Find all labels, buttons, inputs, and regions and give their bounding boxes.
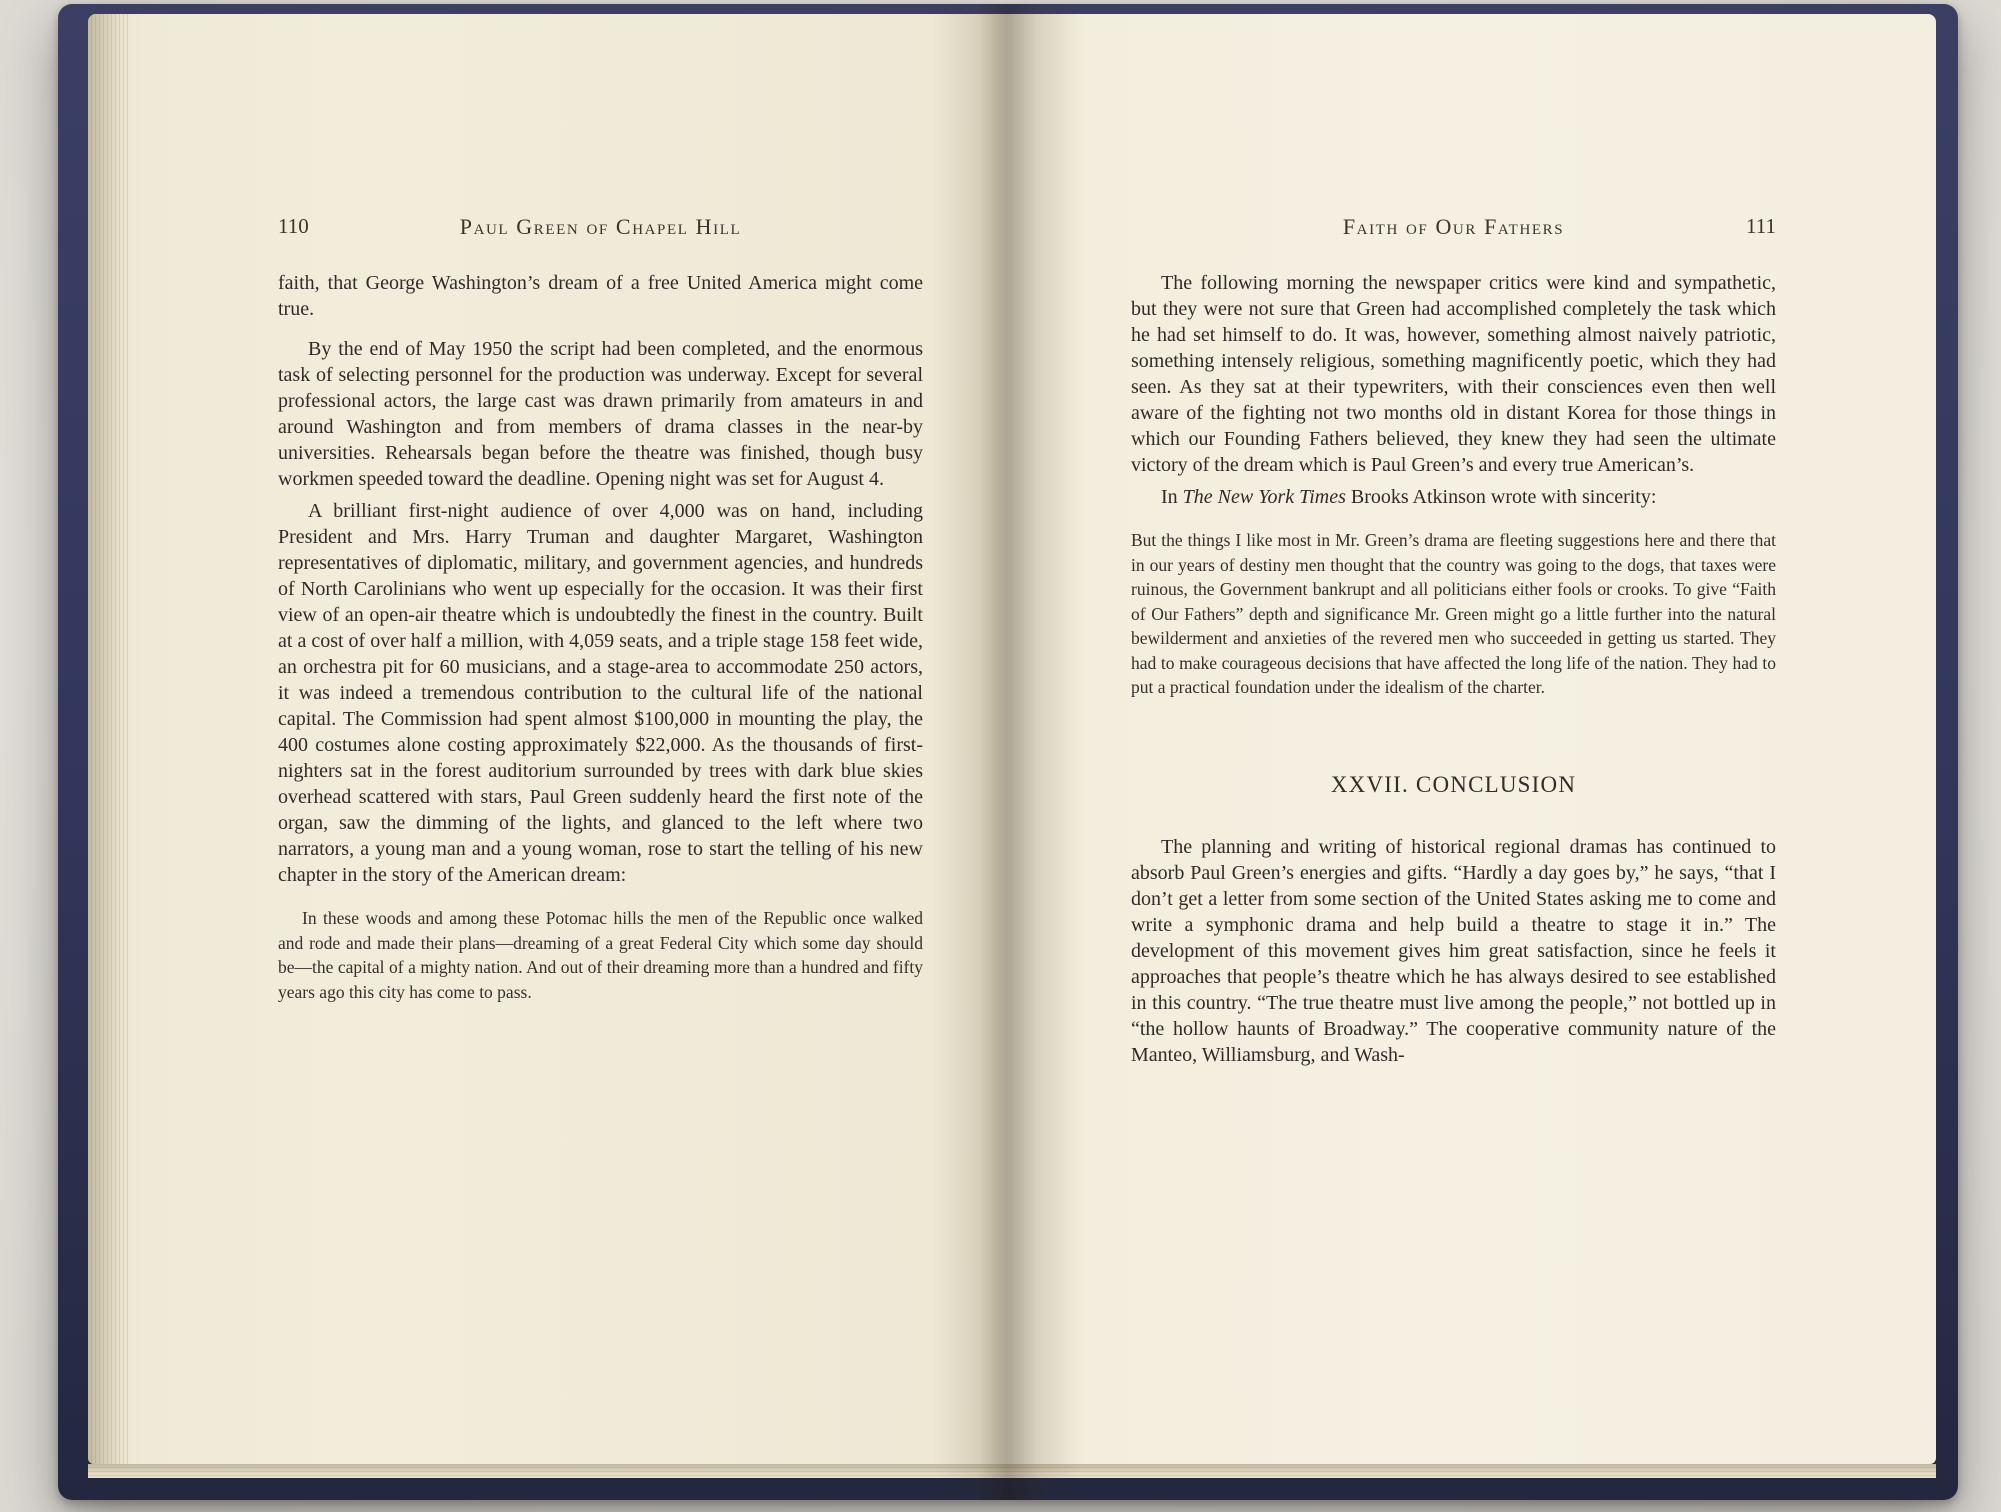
citation-prefix: In <box>1161 486 1183 508</box>
open-book-spread <box>88 14 1936 1464</box>
paragraph: The following morning the newspaper critics were kind and sympathetic, but they were not sure that Green had accomplished completely the task which he had set himself to do. It was, however, something almost naively patriotic, something intensely religious, something magnificently poetic, which they had seen. As they sat at their typewriters, with their consciences even then well aware of the fighting not two months old in distant Korea for those things in which our Founding Fathers believed, they knew they had seen the ultimate victory of the dream which is Paul Green’s and every true American’s. <box>1131 272 1776 476</box>
paragraph-conclusion: The planning and writing of historical regional dramas has continued to absorb Paul Green’s energies and gifts. “Hardly a day goes by,” he says, “that I don’t get a letter from some section of the United States asking me to come and write a symphonic drama and help build a theatre to stage it in.” The development of this movement gives him great satisfaction, since he feels it approaches that people’s theatre which he has always desired to see established in this country. “The true theatre must live among the people,” not bottled up in “the hollow haunts of Broadway.” The cooperative community nature of the Manteo, Williamsburg, and Wash- <box>1131 835 1776 1066</box>
right-running-head: Faith of Our Fathers <box>1342 214 1565 239</box>
left-page-header <box>278 214 923 240</box>
left-page-number: 110 <box>278 214 309 238</box>
paragraph: A brilliant first-night audience of over 4,000 was on hand, including President and Mrs. Harry Truman and daughter Margaret, Washington representatives of diplomatic, military, and government agencies, and hundreds of North Carolinians who went up especially for the occasion. It was their first view of an open-air theatre which is undoubtedly the finest in the country. Built at a cost of over half a million, with 4,059 seats, and a triple stage 158 feet wide, an orchestra pit for 60 musicians, and a stage-area to accommodate 250 actors, it was indeed a tremendous contribution to the cultural life of the national capital. The Commission had spent almost $100,000 in mounting the play, the 400 costumes alone costing approximately $22,000. As the thousands of first-nighters sat in the forest auditorium surrounded by trees with dark blue skies overhead scattered with stars, Paul Green suddenly heard the first note of the organ, saw the dimming of the lights, and glanced to the left where two narrators, a young man and a young woman, rose to start the telling of his new chapter in the story of the American dream: <box>278 500 923 886</box>
block-quote: In these woods and among these Potomac hills the men of the Republic once walked and rode and made their plans—dreaming of a great Federal City which some day should be—the capital of a mighty nation. And out of their dreaming more than a hundred and fifty years ago this city has come to pass. <box>278 908 923 1002</box>
citation-title-italic: The New York Times <box>1182 486 1346 508</box>
right-page-body <box>1131 270 1776 1068</box>
block-quote: But the things I like most in Mr. Green’s drama are fleeting suggestions here and there that in our years of destiny men thought that the country was going to the dogs, that taxes were ruinous, the Government bankrupt and all politicians either fools or crooks. To give “Faith of Our Fathers” depth and significance Mr. Green might go a little further into the natural bewilderment and anxieties of the revered men who succeeded in getting us started. They had to make courageous decisions that have affected the long life of the nation. They had to put a practical foundation under the idealism of the charter. <box>1131 530 1776 697</box>
paragraph-continuation: faith, that George Washington’s dream of a free United America might come true. <box>278 272 923 320</box>
book-cover <box>58 4 1958 1500</box>
right-page-number: 111 <box>1746 214 1776 238</box>
paragraph: By the end of May 1950 the script had been completed, and the enormous task of selecting personnel for the production was underway. Except for several professional actors, the large cast was drawn primarily from amateurs in and around Washington and from members of drama classes in the near-by universities. Rehearsals began before the theatre was finished, though busy workmen speeded toward the deadline. Opening night was set for August 4. <box>278 338 923 490</box>
citation-line <box>1131 484 1776 510</box>
section-heading: XXVII. CONCLUSION <box>1330 771 1577 797</box>
right-page <box>1003 14 1936 1464</box>
left-page <box>88 14 1003 1464</box>
left-page-body <box>278 270 923 1004</box>
citation-suffix: Brooks Atkinson wrote with sincerity: <box>1345 486 1657 508</box>
right-page-header <box>1131 214 1776 240</box>
left-running-head: Paul Green of Chapel Hill <box>459 214 742 239</box>
